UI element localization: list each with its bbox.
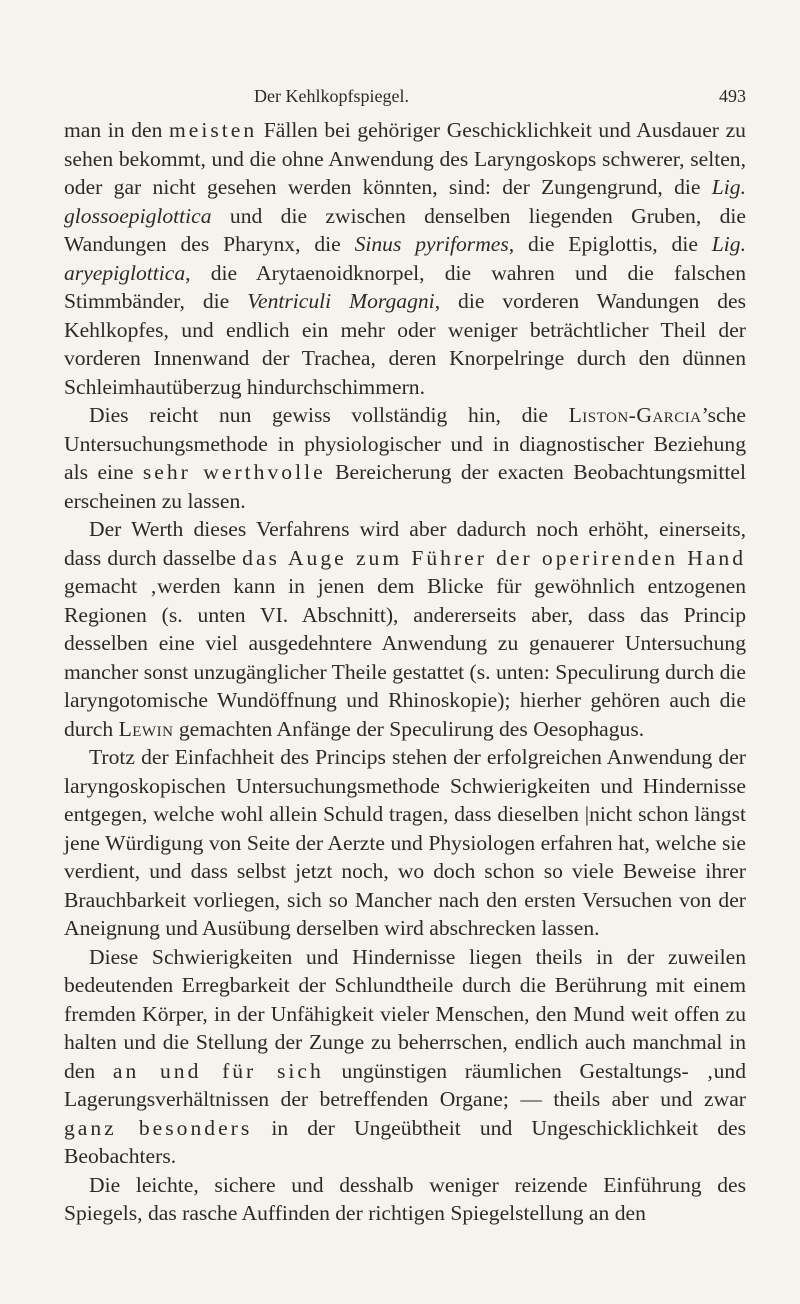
text-run: meisten bbox=[169, 118, 258, 142]
text-run: Lewin bbox=[118, 716, 174, 741]
paragraph bbox=[64, 943, 746, 1171]
text-run: Bereicherung der exacten Beobachtungsmittel erscheinen zu lassen. bbox=[64, 460, 747, 513]
text-run: Ventriculi Morgagni bbox=[247, 289, 435, 313]
text-run: Fällen bei gehöriger Geschicklichkeit und Ausdauer zu sehen bekommt, und die ohne Anwendung des Laryngoskops schwerer, selten, oder gar nicht gesehen werden könnten, sind: der Zungengrund, die bbox=[64, 118, 746, 199]
text-run: Der Werth dieses Verfahrens wird aber dadurch noch erhöht, einerseits, dass durch dasselbe bbox=[64, 517, 746, 570]
running-head bbox=[64, 86, 746, 110]
text-run: , die Epiglottis, die bbox=[508, 232, 712, 256]
text-run: Die leichte, sichere und desshalb weniger reizende Einführung des Spiegels, das rasche Auffinden der richtigen Spiegelstellung an den bbox=[64, 1172, 746, 1225]
text-run: ganz besonders bbox=[64, 1115, 253, 1140]
paragraph bbox=[64, 1171, 746, 1228]
paragraph bbox=[64, 116, 746, 401]
text-run: man in den bbox=[64, 118, 169, 142]
text-run: gemacht ‚werden kann in jenen dem Blicke für gewöhnlich entzogenen Regionen (s. unten VI. Abschnitt), andererseits aber, dass das Princip desselben eine viel ausgedehntere Anwendung zu genauerer Untersuchung mancher sonst unzugänglicher Theile gestattet (s. unten: Speculirung durch die laryngotomische Wundöffnung und Rhinoskopie); hierher gehören auch die durch bbox=[64, 574, 747, 741]
text-run: ungünstigen räumlichen Gestaltungs- ‚und Lagerungsverhältnissen der betreffenden Organe; — theils aber und zwar bbox=[64, 1058, 746, 1111]
text-run: , die Arytaenoidknorpel, die wahren und die falschen Stimmbänder, die bbox=[64, 260, 746, 313]
text-run: das Auge zum Führer der operirenden Hand bbox=[242, 545, 747, 570]
text-run: ’sche Untersuchungsmethode in physiologischer und in diagnostischer Beziehung als eine bbox=[64, 403, 746, 484]
text-run: an und für sich bbox=[112, 1058, 324, 1083]
text-run: Lig. aryepiglottica bbox=[64, 232, 746, 285]
text-run: Liston-Garcia bbox=[568, 403, 702, 427]
running-title: Der Kehlkopfspiegel. bbox=[254, 86, 409, 106]
paragraph bbox=[64, 515, 746, 743]
text-run: Dies reicht nun gewiss vollständig hin, die bbox=[89, 403, 569, 427]
text-run: und die zwischen denselben liegenden Gruben, die Wandungen des Pharynx, die bbox=[64, 203, 746, 256]
paragraph bbox=[64, 743, 746, 943]
page-number: 493 bbox=[719, 86, 746, 106]
text-run: gemachten Anfänge der Speculirung des Oesophagus. bbox=[173, 716, 645, 741]
body-text bbox=[64, 116, 746, 1228]
text-run: Lig. glossoepiglottica bbox=[64, 175, 746, 228]
text-run: Sinus pyriformes bbox=[354, 232, 509, 256]
text-run: Trotz der Einfachheit des Princips stehen der erfolgreichen Anwendung der laryngoskopischen Untersuchungsmethode Schwierigkeiten und Hindernisse entgegen, welche wohl allein Schuld tragen, dass dieselben |nicht schon längst jene Würdigung von Seite der Aerzte und Physiologen erfahren hat, welche sie verdient, und dass selbst jetzt noch, wo doch schon so viele Beweise ihrer Brauchbarkeit vorliegen, sich so Mancher nach den ersten Versuchen von der Aneignung und Ausübung derselben wird abschrecken lassen. bbox=[64, 745, 746, 940]
text-run: , die vorderen Wandungen des Kehlkopfes, und endlich ein mehr oder weniger beträchtlicher Theil der vorderen Innenwand der Trachea, deren Knorpelringe durch den dünnen Schleimhautüberzug hindurchschimmern. bbox=[64, 289, 747, 399]
text-run: sehr werthvolle bbox=[142, 460, 326, 484]
paragraph bbox=[64, 401, 746, 515]
text-run: Diese Schwierigkeiten und Hindernisse liegen theils in der zuweilen bedeutenden Erregbarkeit der Schlundtheile durch die Berührung mit einem fremden Körper, in der Unfähigkeit vieler Menschen, den Mund weit offen zu halten und die Stellung der Zunge zu beherrschen, endlich auch manchmal in den bbox=[64, 944, 746, 1083]
text-run: in der Ungeübtheit und Ungeschicklichkeit des Beobachters. bbox=[64, 1115, 746, 1168]
